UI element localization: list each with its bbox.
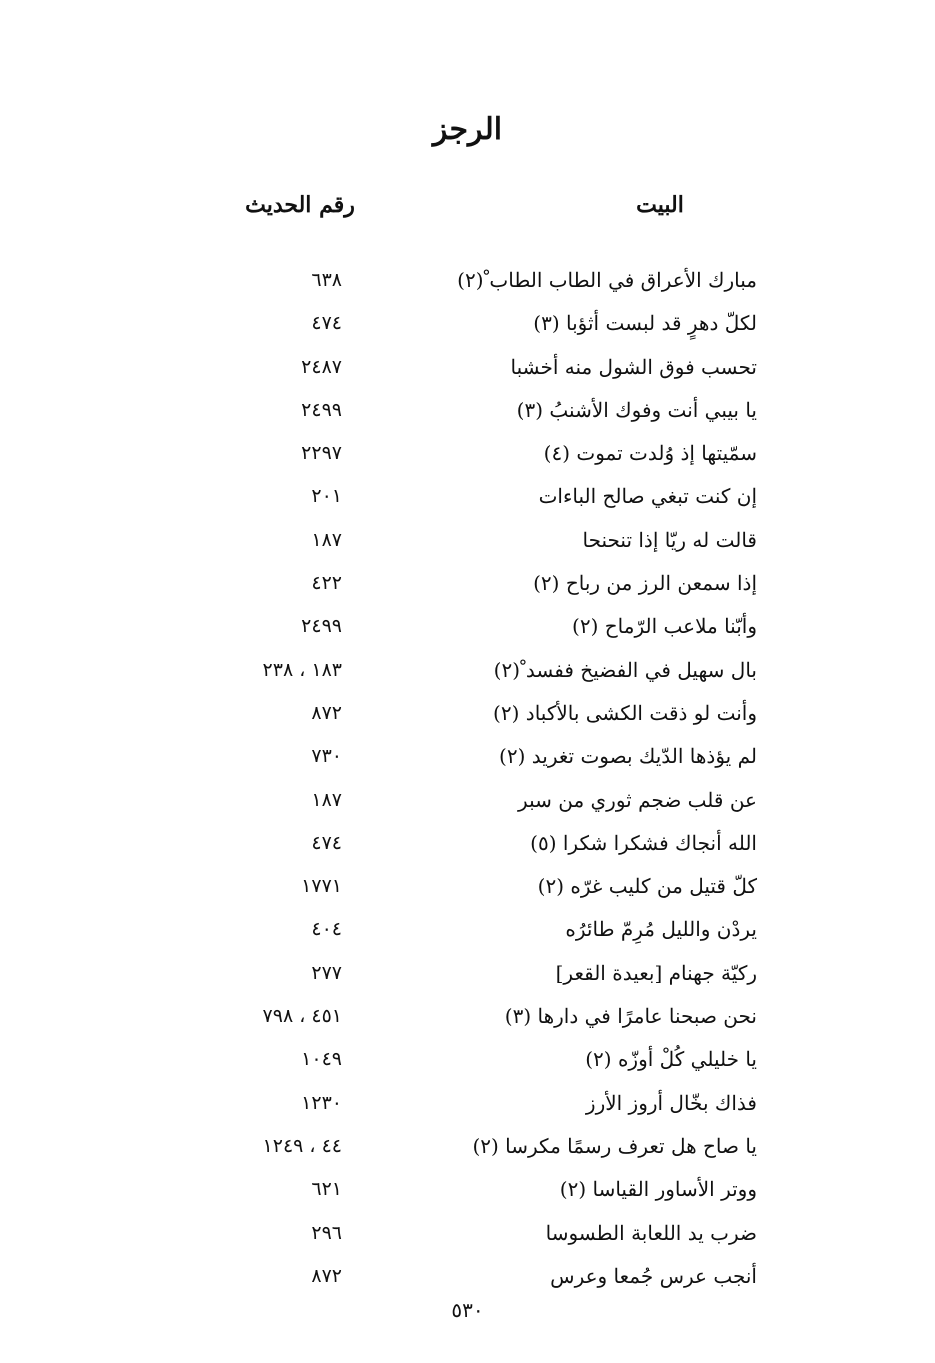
hadith-number: ١٨٣ ، ٢٣٨ [262,658,342,681]
table-row [0,522,935,565]
table-row [0,911,935,954]
hadith-number: ٢٤٨٧ [301,355,342,378]
page-title: الرجز [432,112,503,147]
verse-text: يا خليلي كُلْ أوزّه (٢) [585,1047,757,1072]
table-row [0,435,935,478]
hadith-number: ٤٠٤ [311,918,342,941]
verse-text: لكلّ دهرٍ قد لبست أثؤبا (٣) [533,311,757,336]
hadith-number: ٢٩٦ [311,1221,342,1244]
verse-text: إن كنت تبغي صالح الباءات [538,484,757,509]
verse-text: فذاك بخّال أروز الأرز [585,1090,757,1115]
hadith-number: ١٠٤٩ [301,1048,342,1071]
verse-text: وأنت لو ذقت الكشى بالأكباد (٢) [493,700,757,725]
verse-text: أنجب عرس جُمعا وعرس [550,1263,757,1288]
table-row [0,1258,935,1301]
verse-text: إذا سمعن الرز من رباح (٢) [533,571,757,596]
hadith-number: ٦٣٨ [311,269,342,291]
verse-text: يا صاح هل تعرف رسمًا مكرسا (٢) [472,1133,757,1158]
table-row [0,1171,935,1214]
table-row [0,955,935,998]
hadith-number: ٤٢٢ [311,572,342,595]
verse-text: مبارك الأعراق في الطاب الطاب ْ(٢) [457,268,757,292]
hadith-number: ٢٢٩٧ [301,442,342,465]
table-row [0,608,935,651]
table-row [0,998,935,1041]
hadith-number: ١٨٧ [311,528,342,551]
verse-text: قالت له ريّا إذا تنحنحا [582,527,757,552]
verse-text: ووتر الأساور القياسا (٢) [559,1177,757,1202]
verse-text: يردْن والليل مُرِمّ طائرُه [565,917,757,942]
table-row [0,1128,935,1171]
table-row [0,1041,935,1084]
table-row [0,478,935,521]
verse-text: وأبّنا ملاعب الرّماح (٢) [572,614,757,639]
verse-text: نحن صبحنا عامرًا في دارها (٣) [504,1004,757,1029]
hadith-number: ٤٥١ ، ٧٩٨ [262,1005,342,1028]
table-row [0,1085,935,1128]
verse-index-table [0,262,935,1301]
hadith-number: ٤٧٤ [311,831,342,854]
table-row [0,305,935,348]
hadith-number: ١٢٣٠ [301,1091,342,1114]
hadith-number: ٢٤٩٩ [301,398,342,421]
verse-text: الله أنجاك فشكرا شكرا (٥) [530,830,757,855]
hadith-number: ٤٧٤ [311,312,342,335]
hadith-number: ٧٣٠ [311,745,342,768]
verse-text: عن قلب ضجم ثوري من سبر [518,787,757,812]
table-row [0,825,935,868]
table-row [0,262,935,305]
verse-text: سمّيتها إذ وُلدت تموت (٤) [543,441,757,466]
verse-text: ركيّة جهنام [بعيدة القعر] [555,960,757,985]
verse-text: بال سهيل في الفضيخ ففسد ْ(٢) [493,657,757,682]
hadith-number: ١٧٧١ [301,875,342,898]
table-row [0,782,935,825]
table-row [0,349,935,392]
verse-text: تحسب فوق الشول منه أخشبا [510,354,757,379]
hadith-number: ٢٤٩٩ [301,615,342,638]
table-row [0,565,935,608]
hadith-number: ٤٤ ، ١٢٤٩ [262,1134,342,1157]
table-row [0,738,935,781]
page-number: ٥٣٠ [451,1298,484,1322]
hadith-number: ٢٧٧ [311,961,342,984]
table-row [0,652,935,695]
hadith-number: ٨٧٢ [311,701,342,724]
hadith-number: ٢٠١ [311,485,342,508]
verse-text: ضرب يد اللعابة الطسوسا [545,1220,757,1245]
verse-text: يا بيبي أنت وفوك الأشنبُ (٣) [516,397,757,422]
hadith-number: ٨٧٢ [311,1264,342,1287]
table-row [0,1215,935,1258]
verse-text: لم يؤذها الدّيك بصوت تغريد (٢) [499,744,757,769]
verse-column-header: البيت [636,192,684,218]
verse-text: كلّ قتيل من كليب غرّه (٢) [537,874,757,899]
table-row [0,392,935,435]
hadith-number: ١٨٧ [311,788,342,811]
hadith-number: ٦٢١ [311,1178,342,1201]
table-row [0,868,935,911]
table-row [0,695,935,738]
hadith-number-column-header: رقم الحديث [245,192,355,218]
